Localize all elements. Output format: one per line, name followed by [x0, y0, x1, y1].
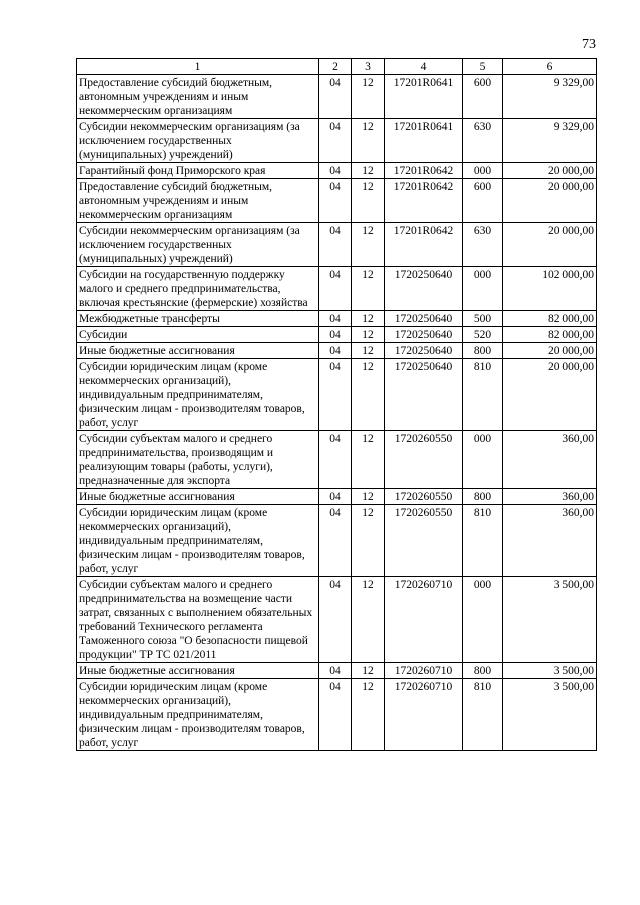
- row-section-cell: 12: [352, 163, 385, 179]
- row-target-article-cell: 17201R0642: [385, 163, 463, 179]
- row-expense-type-cell: 630: [463, 119, 503, 163]
- header-col-3: 3: [352, 59, 385, 75]
- row-section-cell: 12: [352, 489, 385, 505]
- row-expense-type-cell: 630: [463, 223, 503, 267]
- row-expense-type-cell: 800: [463, 343, 503, 359]
- header-col-5: 5: [463, 59, 503, 75]
- row-amount-cell: 20 000,00: [503, 163, 597, 179]
- row-chapter-cell: 04: [319, 343, 352, 359]
- row-amount-cell: 9 329,00: [503, 75, 597, 119]
- row-section-cell: 12: [352, 179, 385, 223]
- row-chapter-cell: 04: [319, 663, 352, 679]
- row-section-cell: 12: [352, 663, 385, 679]
- table-row: [77, 577, 597, 663]
- row-name-cell: Субсидии субъектам малого и среднего предпринимательства на возмещение части затрат, связанных с выполнением обязательных требований Технического регламента Таможенного союза "О безопасности пищевой продукции" ТР ТС 021/2011: [77, 577, 319, 663]
- row-chapter-cell: 04: [319, 505, 352, 577]
- row-section-cell: 12: [352, 577, 385, 663]
- row-expense-type-cell: 800: [463, 489, 503, 505]
- row-chapter-cell: 04: [319, 223, 352, 267]
- row-expense-type-cell: 520: [463, 327, 503, 343]
- row-chapter-cell: 04: [319, 267, 352, 311]
- row-chapter-cell: 04: [319, 359, 352, 431]
- row-section-cell: 12: [352, 359, 385, 431]
- row-target-article-cell: 1720260710: [385, 577, 463, 663]
- row-target-article-cell: 17201R0641: [385, 119, 463, 163]
- header-col-1: 1: [77, 59, 319, 75]
- row-amount-cell: 20 000,00: [503, 179, 597, 223]
- table-row: [77, 359, 597, 431]
- row-amount-cell: 20 000,00: [503, 343, 597, 359]
- row-expense-type-cell: 000: [463, 267, 503, 311]
- header-row: [77, 59, 597, 75]
- table-row: [77, 119, 597, 163]
- row-amount-cell: 360,00: [503, 505, 597, 577]
- row-amount-cell: 3 500,00: [503, 577, 597, 663]
- row-amount-cell: 3 500,00: [503, 679, 597, 751]
- row-name-cell: Субсидии субъектам малого и среднего предпринимательства, производящим и реализующим товары (работы, услуги), предназначенные для экспорта: [77, 431, 319, 489]
- row-chapter-cell: 04: [319, 75, 352, 119]
- table-row: [77, 267, 597, 311]
- row-name-cell: Субсидии юридическим лицам (кроме некоммерческих организаций), индивидуальным предпринимателям, физическим лицам - производителям товаров, работ, услуг: [77, 679, 319, 751]
- row-amount-cell: 20 000,00: [503, 223, 597, 267]
- row-chapter-cell: 04: [319, 327, 352, 343]
- row-target-article-cell: 1720250640: [385, 267, 463, 311]
- row-name-cell: Субсидии на государственную поддержку малого и среднего предпринимательства, включая крестьянские (фермерские) хозяйства: [77, 267, 319, 311]
- row-target-article-cell: 1720260550: [385, 431, 463, 489]
- row-name-cell: Субсидии юридическим лицам (кроме некоммерческих организаций), индивидуальным предпринимателям, физическим лицам - производителям товаров, работ, услуг: [77, 359, 319, 431]
- row-target-article-cell: 1720260710: [385, 663, 463, 679]
- table-row: [77, 223, 597, 267]
- row-expense-type-cell: 000: [463, 163, 503, 179]
- table-row: [77, 163, 597, 179]
- row-expense-type-cell: 810: [463, 505, 503, 577]
- row-name-cell: Иные бюджетные ассигнования: [77, 489, 319, 505]
- row-chapter-cell: 04: [319, 679, 352, 751]
- row-target-article-cell: 17201R0642: [385, 179, 463, 223]
- row-name-cell: Иные бюджетные ассигнования: [77, 663, 319, 679]
- row-amount-cell: 82 000,00: [503, 327, 597, 343]
- row-target-article-cell: 1720260550: [385, 489, 463, 505]
- row-section-cell: 12: [352, 327, 385, 343]
- row-chapter-cell: 04: [319, 311, 352, 327]
- header-col-6: 6: [503, 59, 597, 75]
- row-section-cell: 12: [352, 75, 385, 119]
- row-target-article-cell: 1720260550: [385, 505, 463, 577]
- row-name-cell: Иные бюджетные ассигнования: [77, 343, 319, 359]
- row-section-cell: 12: [352, 311, 385, 327]
- row-expense-type-cell: 810: [463, 359, 503, 431]
- row-target-article-cell: 17201R0641: [385, 75, 463, 119]
- header-col-4: 4: [385, 59, 463, 75]
- row-expense-type-cell: 800: [463, 663, 503, 679]
- table-row: [77, 179, 597, 223]
- row-expense-type-cell: 810: [463, 679, 503, 751]
- row-expense-type-cell: 000: [463, 431, 503, 489]
- table-row: [77, 663, 597, 679]
- row-target-article-cell: 1720250640: [385, 359, 463, 431]
- row-name-cell: Субсидии некоммерческим организациям (за исключением государственных (муниципальных) учреждений): [77, 223, 319, 267]
- row-chapter-cell: 04: [319, 119, 352, 163]
- row-amount-cell: 3 500,00: [503, 663, 597, 679]
- row-amount-cell: 360,00: [503, 489, 597, 505]
- table-row: [77, 343, 597, 359]
- row-expense-type-cell: 000: [463, 577, 503, 663]
- row-amount-cell: 360,00: [503, 431, 597, 489]
- row-chapter-cell: 04: [319, 577, 352, 663]
- table-row: [77, 505, 597, 577]
- row-expense-type-cell: 500: [463, 311, 503, 327]
- row-section-cell: 12: [352, 505, 385, 577]
- row-expense-type-cell: 600: [463, 179, 503, 223]
- row-target-article-cell: 1720250640: [385, 311, 463, 327]
- table-row: [77, 679, 597, 751]
- table-row: [77, 311, 597, 327]
- row-name-cell: Предоставление субсидий бюджетным, автономным учреждениям и иным некоммерческим организациям: [77, 75, 319, 119]
- row-target-article-cell: 1720260710: [385, 679, 463, 751]
- row-section-cell: 12: [352, 431, 385, 489]
- budget-table: [76, 58, 597, 751]
- row-target-article-cell: 1720250640: [385, 327, 463, 343]
- row-chapter-cell: 04: [319, 163, 352, 179]
- row-section-cell: 12: [352, 267, 385, 311]
- table-row: [77, 431, 597, 489]
- row-chapter-cell: 04: [319, 489, 352, 505]
- table-row: [77, 75, 597, 119]
- row-amount-cell: 9 329,00: [503, 119, 597, 163]
- row-name-cell: Гарантийный фонд Приморского края: [77, 163, 319, 179]
- row-target-article-cell: 1720250640: [385, 343, 463, 359]
- page-number: 73: [582, 37, 596, 52]
- row-chapter-cell: 04: [319, 179, 352, 223]
- row-expense-type-cell: 600: [463, 75, 503, 119]
- row-name-cell: Межбюджетные трансферты: [77, 311, 319, 327]
- row-amount-cell: 20 000,00: [503, 359, 597, 431]
- row-section-cell: 12: [352, 119, 385, 163]
- row-amount-cell: 102 000,00: [503, 267, 597, 311]
- row-name-cell: Субсидии: [77, 327, 319, 343]
- row-name-cell: Предоставление субсидий бюджетным, автономным учреждениям и иным некоммерческим организациям: [77, 179, 319, 223]
- row-section-cell: 12: [352, 223, 385, 267]
- row-chapter-cell: 04: [319, 431, 352, 489]
- row-target-article-cell: 17201R0642: [385, 223, 463, 267]
- header-col-2: 2: [319, 59, 352, 75]
- table-row: [77, 489, 597, 505]
- row-section-cell: 12: [352, 679, 385, 751]
- table-row: [77, 327, 597, 343]
- row-name-cell: Субсидии некоммерческим организациям (за исключением государственных (муниципальных) учреждений): [77, 119, 319, 163]
- row-name-cell: Субсидии юридическим лицам (кроме некоммерческих организаций), индивидуальным предпринимателям, физическим лицам - производителям товаров, работ, услуг: [77, 505, 319, 577]
- row-amount-cell: 82 000,00: [503, 311, 597, 327]
- row-section-cell: 12: [352, 343, 385, 359]
